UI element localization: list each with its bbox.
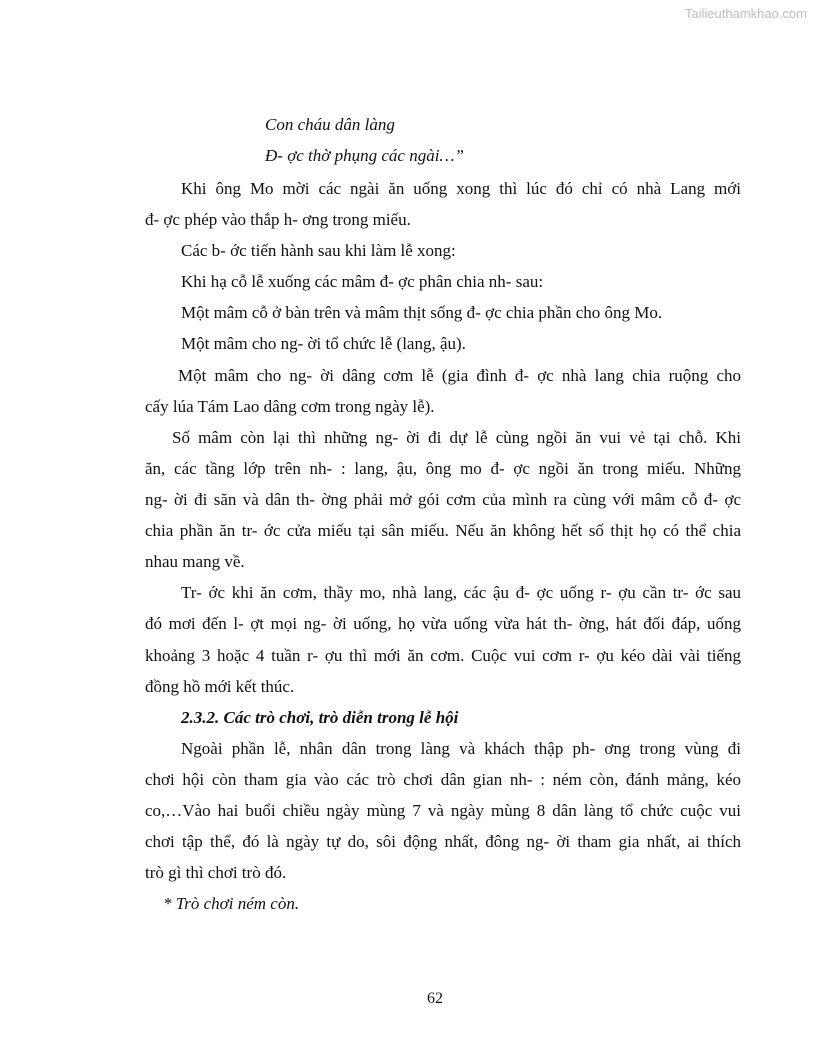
paragraph-4-line-4: chơi tập thể, đó là ngày tự do, sôi động nhất, đông ng- ời tham gia nhất, ai thích (145, 832, 741, 851)
steps-item-2: Một mâm cỗ ở bàn trên và mâm thịt sống đ- ợc chia phần cho ông Mo. (181, 303, 663, 322)
steps-item-1: Khi hạ cỗ lễ xuống các mâm đ- ợc phân chia nh- sau: (181, 272, 544, 291)
section-heading: 2.3.2. Các trò chơi, trò diễn trong lễ hội (181, 708, 459, 727)
paragraph-3-line-2: đó mơi đến l- ợt mọi ng- ời uống, họ vừa uống vừa hát th- ờng, hát đối đáp, uống (145, 614, 741, 633)
verse-line-1: Con cháu dân làng (265, 115, 395, 134)
paragraph-2-line-5: nhau mang về. (145, 552, 245, 571)
steps-item-3: Một mâm cho ng- ời tổ chức lễ (lang, ậu). (181, 334, 466, 353)
verse-line-2: Đ- ợc thờ phụng các ngài…” (265, 146, 464, 165)
steps-intro: Các b- ớc tiến hành sau khi làm lễ xong: (181, 241, 456, 260)
page-number: 62 (427, 990, 443, 1007)
paragraph-2-line-2: ăn, các tầng lớp trên nh- : lang, ậu, ông mo đ- ợc ngồi ăn trong miếu. Những (145, 459, 741, 478)
paragraph-2-line-3: ng- ời đi săn và dân th- ờng phải mở gói cơm của mình ra cùng với mâm cỗ đ- ợc (145, 490, 741, 509)
paragraph-4-line-1: Ngoài phần lễ, nhân dân trong làng và khách thập ph- ơng trong vùng đi (181, 739, 741, 758)
paragraph-4-line-3: co,…Vào hai buổi chiều ngày mùng 7 và ngày mùng 8 dân làng tổ chức cuộc vui (145, 801, 741, 820)
paragraph-1-line-2: đ- ợc phép vào thắp h- ơng trong miếu. (145, 210, 411, 229)
watermark: Tailieuthamkhao.com (684, 6, 807, 21)
paragraph-1-line-1: Khi ông Mo mời các ngài ăn uống xong thì lúc đó chỉ có nhà Lang mới (181, 179, 741, 198)
paragraph-3-line-1: Tr- ớc khi ăn cơm, thầy mo, nhà lang, các ậu đ- ợc uống r- ợu cần tr- ớc sau (181, 583, 741, 602)
steps-item-4-line-1: Một mâm cho ng- ời dâng cơm lễ (gia đình đ- ợc nhà lang chia ruộng cho (178, 366, 741, 385)
steps-item-4-line-2: cấy lúa Tám Lao dâng cơm trong ngày lễ). (145, 397, 435, 416)
paragraph-3-line-4: đồng hồ mới kết thúc. (145, 677, 295, 696)
subsection-title: * Trò chơi ném còn. (163, 894, 300, 913)
paragraph-4-line-2: chơi hội còn tham gia vào các trò chơi dân gian nh- : ném còn, đánh mảng, kéo (145, 770, 741, 789)
paragraph-2-line-4: chia phần ăn tr- ớc cửa miếu tại sân miếu. Nếu ăn không hết số thịt họ có thể chia (145, 521, 741, 540)
paragraph-2-line-1: Số mâm còn lại thì những ng- ời đi dự lễ cùng ngồi ăn vui vẻ tại chỗ. Khi (172, 428, 741, 447)
paragraph-3-line-3: khoảng 3 hoặc 4 tuần r- ợu thì mới ăn cơm. Cuộc vui cơm r- ợu kéo dài vài tiếng (145, 646, 741, 665)
paragraph-4-line-5: trò gì thì chơi trò đó. (145, 863, 287, 882)
